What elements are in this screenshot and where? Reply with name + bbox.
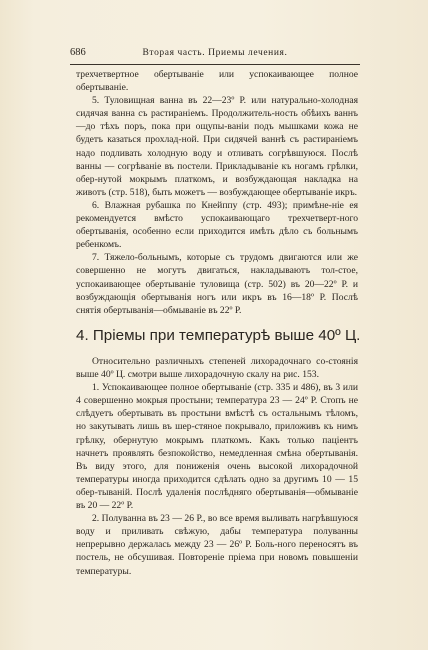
running-head: 686 Вторая часть. Приемы лечения. <box>70 47 360 61</box>
text-block-top <box>76 68 358 317</box>
paragraph: трехчетвертное обертываніе или успокаивающее полное обертываніе. <box>76 69 358 94</box>
paragraph: 6. Влажная рубашка по Кнейппу (стр. 493); примѣне-ніе ея рекомендуется вмѣсто успокаивающаго трехчетверт-ного обертыванія, особенно если приходится имѣть дѣло съ больнымъ ребенкомъ. <box>76 199 358 251</box>
paragraph: 2. Полуванна въ 23 — 26 Р., во все время выливать нагрѣвшуюся воду и приливать свѣжую, дабы температура полуванны непрерывно держалась между 23 — 26º Р. Боль-ного переносятъ въ постель, не обсушивая. Повтореніе пріема при новомъ повышеніи температуры. <box>76 513 358 577</box>
running-title: Вторая часть. Приемы лечения. <box>142 48 288 58</box>
section-heading: 4. Пріемы при температурѣ выше 40º Ц. <box>76 327 361 344</box>
text-block-bottom <box>76 355 358 578</box>
paragraph: 1. Успокаивающее полное обертываніе (стр. 335 и 486), въ 3 или 4 совершенно мокрыя простыни; температура 23 — 24º Р. Стопъ не слѣдуетъ обертывать въ простыни вмѣстѣ съ остальнымъ тѣломъ, но закутывать лишь въ шер-стяное покрывало, приложивъ къ нимъ грѣлку, обернутую мокрымъ платкомъ. Какъ только паціентъ начнетъ проявлять безпокойство, немедленная смѣна обертыванія. Въ виду этого, для пониженія очень высокой лихорадочной температуры иногда приходится сдѣлать одно за другимъ 10 — 15 обер-тываній. Послѣ удаленія послѣдняго обертыванія—обмываніе въ 20 — 22º Р. <box>76 382 358 512</box>
paragraph: 5. Туловищная ванна въ 22—23º Р. или натурально-холодная сидячая ванна съ растираніемъ. Продолжитель-ность обѣихъ ваннъ—до тѣхъ поръ, пока при ощупы-ваніи подъ мышками кожа не будетъ казаться прохлад-ной. При сидячей ваннѣ съ растираніемъ надо подливать холодную воду и отливать согрѣвшуюся. Послѣ ванны — согрѣваніе въ постели. Прикладываніе къ ногамъ грѣлки, обер-нутой мокрымъ платкомъ, и возбуждающая накладка на животъ (стр. 518), быть можетъ — возбуждающее обертываніе икръ. <box>76 95 358 198</box>
paragraph: 7. Тяжело-больнымъ, которые съ трудомъ двигаются или же совершенно не могутъ двигаться, накладываютъ тол-стое, успокаивающее обертываніе туловища (стр. 502) въ 20—22º Р. и возбуждающія обертыванія ногъ или икръ въ 16—18º Р. Послѣ снятія обертыванія—обмываніе въ 22º Р. <box>76 252 358 316</box>
header-rule <box>70 64 360 65</box>
paragraph: Относительно различныхъ степеней лихорадочнаго со-стоянія выше 40º Ц. смотри выше лихорадочную скалу на рис. 153. <box>76 356 358 381</box>
